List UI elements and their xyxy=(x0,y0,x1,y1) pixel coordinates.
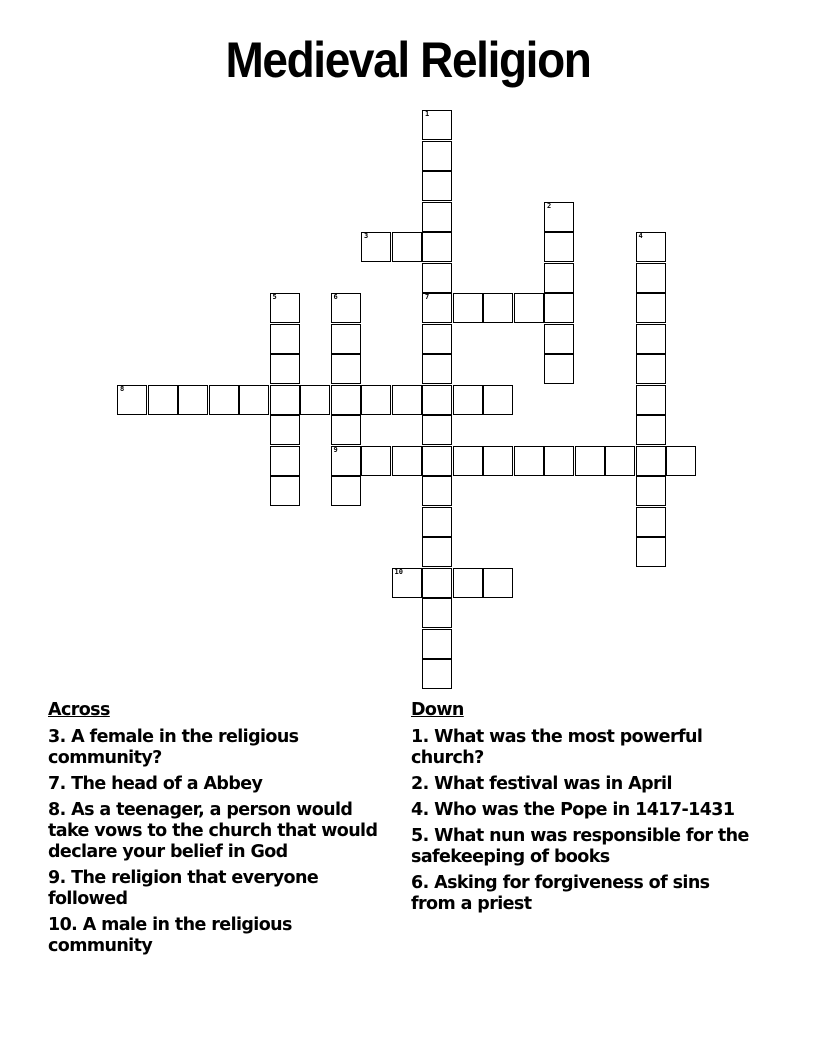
grid-cell[interactable] xyxy=(666,446,696,476)
clue-across-3 xyxy=(48,727,398,769)
grid-cell[interactable] xyxy=(575,446,605,476)
grid-cell[interactable] xyxy=(544,263,574,293)
clue-across-10 xyxy=(48,915,398,957)
grid-cell[interactable] xyxy=(636,385,666,415)
clue-number: 6. xyxy=(411,873,429,893)
grid-cell[interactable] xyxy=(544,202,574,232)
clue-number: 9. xyxy=(48,868,66,888)
grid-cell[interactable] xyxy=(300,385,330,415)
grid-cell[interactable] xyxy=(636,263,666,293)
grid-cell[interactable] xyxy=(422,171,452,201)
grid-cell[interactable] xyxy=(544,232,574,262)
grid-cell[interactable] xyxy=(392,385,422,415)
grid-cell[interactable] xyxy=(422,232,452,262)
grid-cell[interactable] xyxy=(239,385,269,415)
grid-cell[interactable] xyxy=(331,446,361,476)
grid-cell[interactable] xyxy=(331,476,361,506)
grid-cell[interactable] xyxy=(392,446,422,476)
grid-cell[interactable] xyxy=(636,507,666,537)
grid-cell[interactable] xyxy=(636,354,666,384)
clue-number: 2. xyxy=(411,774,429,794)
clue-down-4 xyxy=(411,800,751,821)
grid-cell[interactable] xyxy=(331,324,361,354)
cell-number: 5 xyxy=(272,293,277,301)
clue-number: 10. xyxy=(48,915,78,935)
cell-number: 1 xyxy=(425,110,430,118)
grid-cell[interactable] xyxy=(209,385,239,415)
grid-cell[interactable] xyxy=(422,385,452,415)
clue-text: As a teenager, a person would take vows to the church that would declare your belief in God xyxy=(48,800,378,862)
grid-cell[interactable] xyxy=(422,629,452,659)
clue-down-1 xyxy=(411,727,751,769)
down-clues xyxy=(411,700,751,920)
clue-down-5 xyxy=(411,826,751,868)
cell-number: 10 xyxy=(394,567,403,576)
clue-text: Asking for forgiveness of sins from a priest xyxy=(411,873,710,914)
grid-cell[interactable] xyxy=(422,263,452,293)
grid-cell[interactable] xyxy=(422,507,452,537)
grid-cell[interactable] xyxy=(148,385,178,415)
grid-cell[interactable] xyxy=(392,232,422,262)
grid-cell[interactable] xyxy=(361,446,391,476)
grid-cell[interactable] xyxy=(422,537,452,567)
grid-cell[interactable] xyxy=(636,415,666,445)
grid-cell[interactable] xyxy=(422,293,452,323)
grid-cell[interactable] xyxy=(514,293,544,323)
grid-cell[interactable] xyxy=(270,415,300,445)
grid-cell[interactable] xyxy=(270,446,300,476)
grid-cell[interactable] xyxy=(422,415,452,445)
grid-cell[interactable] xyxy=(483,446,513,476)
grid-cell[interactable] xyxy=(453,568,483,598)
grid-cell[interactable] xyxy=(361,232,391,262)
grid-cell[interactable] xyxy=(331,385,361,415)
cell-number: 6 xyxy=(333,293,338,301)
clue-text: The head of a Abbey xyxy=(71,774,263,794)
grid-cell[interactable] xyxy=(544,446,574,476)
grid-cell[interactable] xyxy=(331,415,361,445)
clue-text: The religion that everyone followed xyxy=(48,868,319,909)
grid-cell[interactable] xyxy=(270,354,300,384)
puzzle-title: Medieval Religion xyxy=(225,32,591,88)
clue-down-2 xyxy=(411,774,751,795)
grid-cell[interactable] xyxy=(483,293,513,323)
clue-across-9 xyxy=(48,868,398,910)
grid-cell[interactable] xyxy=(636,293,666,323)
grid-cell[interactable] xyxy=(636,324,666,354)
grid-cell[interactable] xyxy=(422,598,452,628)
cell-number: 2 xyxy=(547,201,552,210)
grid-cell[interactable] xyxy=(117,385,147,415)
cell-number: 3 xyxy=(364,232,369,240)
clue-down-6 xyxy=(411,873,751,915)
clue-text: What nun was responsible for the safekeeping of books xyxy=(411,826,749,867)
grid-cell[interactable] xyxy=(636,476,666,506)
clue-number: 5. xyxy=(411,826,429,846)
cell-number: 9 xyxy=(333,445,338,454)
clue-number: 7. xyxy=(48,774,66,794)
grid-cell[interactable] xyxy=(636,232,666,262)
cell-number: 8 xyxy=(120,384,125,393)
clue-number: 1. xyxy=(411,727,429,747)
grid-cell[interactable] xyxy=(636,537,666,567)
grid-cell[interactable] xyxy=(422,110,452,140)
grid-cell[interactable] xyxy=(453,293,483,323)
grid-cell[interactable] xyxy=(544,293,574,323)
grid-cell[interactable] xyxy=(605,446,635,476)
grid-cell[interactable] xyxy=(392,568,422,598)
grid-cell[interactable] xyxy=(483,385,513,415)
grid-cell[interactable] xyxy=(270,476,300,506)
grid-cell[interactable] xyxy=(270,324,300,354)
across-clues xyxy=(48,700,398,962)
clue-text: A male in the religious community xyxy=(48,915,292,956)
grid-cell[interactable] xyxy=(422,446,452,476)
grid-cell[interactable] xyxy=(514,446,544,476)
grid-cell[interactable] xyxy=(544,354,574,384)
clue-number: 8. xyxy=(48,800,66,820)
clue-across-7 xyxy=(48,774,398,795)
grid-cell[interactable] xyxy=(422,324,452,354)
down-heading: Down xyxy=(411,700,464,720)
grid-cell[interactable] xyxy=(544,324,574,354)
grid-cell[interactable] xyxy=(422,568,452,598)
clue-number: 3. xyxy=(48,727,66,747)
cell-number: 7 xyxy=(425,293,430,301)
clue-text: Who was the Pope in 1417-1431 xyxy=(434,800,735,820)
grid-cell[interactable] xyxy=(331,354,361,384)
grid-cell[interactable] xyxy=(178,385,208,415)
across-heading: Across xyxy=(48,700,110,720)
grid-cell[interactable] xyxy=(453,385,483,415)
grid-cell[interactable] xyxy=(422,141,452,171)
clue-across-8 xyxy=(48,800,398,863)
clue-number: 4. xyxy=(411,800,429,820)
grid-cell[interactable] xyxy=(422,659,452,689)
grid-cell[interactable] xyxy=(422,476,452,506)
grid-cell[interactable] xyxy=(483,568,513,598)
grid-cell[interactable] xyxy=(331,293,361,323)
clue-text: What festival was in April xyxy=(434,774,672,794)
clue-text: What was the most powerful church? xyxy=(411,727,703,768)
grid-cell[interactable] xyxy=(422,354,452,384)
cell-number: 4 xyxy=(638,232,643,240)
grid-cell[interactable] xyxy=(422,202,452,232)
grid-cell[interactable] xyxy=(361,385,391,415)
clue-text: A female in the religious community? xyxy=(48,727,299,768)
grid-cell[interactable] xyxy=(270,385,300,415)
grid-cell[interactable] xyxy=(636,446,666,476)
grid-cell[interactable] xyxy=(453,446,483,476)
grid-cell[interactable] xyxy=(270,293,300,323)
